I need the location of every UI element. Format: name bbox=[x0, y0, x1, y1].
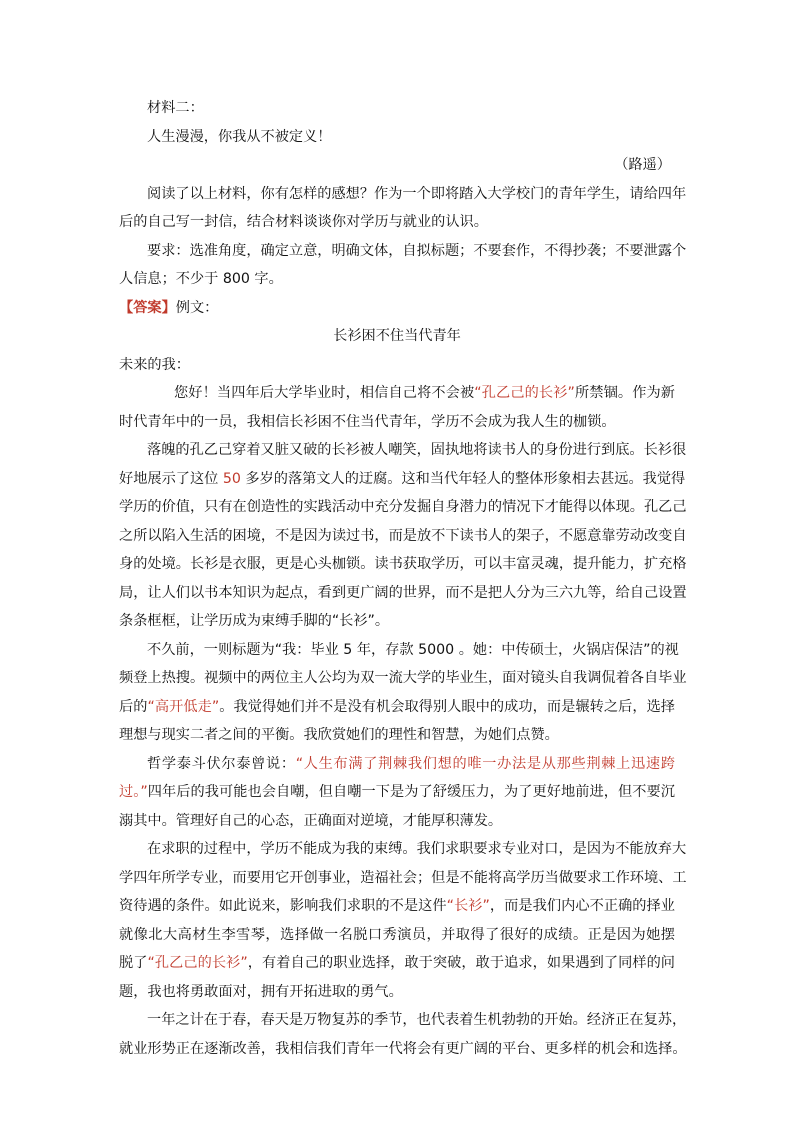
para3-line3: 后的“高开低走”。我觉得她们并不是没有机会取得别人眼中的成功，而是辗转之后，选择 bbox=[119, 698, 675, 715]
para2-line1: 落魄的孔乙己穿着又脏又破的长衫被人嘲笑，固执地将读书人的身份进行到底。长衫很 bbox=[147, 442, 687, 458]
para2-line7: 条条框框，让学历成为束缚手脚的“长衫”。 bbox=[119, 613, 390, 629]
quote-author: （路遥） bbox=[614, 157, 671, 173]
para5-line5: 脱了“孔乙己的长衫”，有着自己的职业选择，敢于突破，敢于追求，如果遇到了同样的问 bbox=[119, 955, 675, 971]
para3-line1: 不久前，一则标题为“我：毕业 5 年，存款 5000 。她：中传硕士，火锅店保洁”的视 bbox=[147, 641, 679, 658]
essay-title: 长衫困不住当代青年 bbox=[333, 328, 461, 344]
requirement-line-1: 要求：选准角度，确定立意，明确文体，自拟标题；不要套作，不得抄袭；不要泄露个 bbox=[147, 242, 687, 259]
para3-line2: 频登上热搜。视频中的两位主人公均为双一流大学的毕业生，面对镜头自我调侃着各自毕业 bbox=[119, 670, 687, 686]
answer-example-label: 例文： bbox=[175, 299, 219, 316]
para3-line4: 理想与现实二者之间的平衡。我欣赏她们的理性和智慧，为她们点赞。 bbox=[119, 727, 559, 743]
para5-line2: 学四年所学专业，而要用它开创事业，造福社会；但是不能将高学历当做要求工作环境、工 bbox=[119, 869, 687, 886]
requirement-line-2: 人信息；不少于 800 字。 bbox=[119, 271, 283, 287]
para2-line5: 身的处境。长衫是衣服，更是心头枷锁。读书获取学历，可以丰富灵魂，提升能力，扩充格 bbox=[119, 556, 687, 572]
essay-salutation: 未来的我： bbox=[119, 356, 190, 373]
answer-tag: 【答案】 bbox=[119, 299, 176, 316]
para5-line6: 题，我也将勇敢面对，拥有开拓进取的勇气。 bbox=[119, 983, 403, 1000]
para6-line1: 一年之计在于春，春天是万物复苏的季节，也代表着生机勃勃的开始。经济正在复苏， bbox=[147, 1012, 687, 1028]
para5-line1: 在求职的过程中，学历不能成为我的束缚。我们求职要求专业对口，是因为不能放弃大 bbox=[147, 841, 687, 857]
para4-line1: 哲学泰斗伏尔泰曾说：“人生布满了荆棘我们想的唯一办法是从那些荆棘上迅速跨 bbox=[147, 755, 675, 772]
para2-line6: 局，让人们以书本知识为起点，看到更广阔的世界，而不是把人分为三六九等，给自己设置 bbox=[119, 584, 687, 601]
answer-label bbox=[119, 294, 675, 323]
para2-line2: 好地展示了这位 50 多岁的落第文人的迂腐。这和当代年轻人的整体形象相去甚远。我觉得 bbox=[119, 470, 686, 487]
para1-line1: 您好！当四年后大学毕业时，相信自己将不会被“孔乙己的长衫”所禁锢。作为新 bbox=[174, 385, 675, 401]
material-heading: 材料二： bbox=[147, 100, 204, 116]
prompt-line-1: 阅读了以上材料，你有怎样的感想？作为一个即将踏入大学校门的青年学生，请给四年 bbox=[147, 185, 687, 202]
material-quote: 人生漫漫，你我从不被定义！ bbox=[147, 128, 332, 145]
para2-line3: 学历的价值，只有在创造性的实践活动中充分发掘自身潜力的情况下才能得以体现。孔乙己 bbox=[119, 499, 687, 515]
para1-line2: 时代青年中的一员，我相信长衫困不住当代青年，学历不会成为我人生的枷锁。 bbox=[119, 413, 616, 430]
para4-line3: 溺其中。管理好自己的心态，正确面对逆境，才能厚积薄发。 bbox=[119, 812, 503, 829]
para2-line4: 之所以陷入生活的困境，不是因为读过书，而是放不下读书人的架子，不愿意靠劳动改变自 bbox=[119, 527, 687, 544]
para5-line3: 资待遇的条件。如此说来，影响我们求职的不是这件“长衫”，而是我们内心不正确的择业 bbox=[119, 898, 675, 914]
para5-line4: 就像北大高材生李雪琴，选择做一名脱口秀演员，并取得了很好的成绩。正是因为她摆 bbox=[119, 926, 675, 943]
prompt-line-2: 后的自己写一封信，结合材料谈谈你对学历与就业的认识。 bbox=[119, 214, 488, 230]
document-body bbox=[119, 94, 687, 1063]
para4-line2: 过。”四年后的我可能也会自嘲，但自嘲一下是为了舒缓压力，为了更好地前进，但不要沉 bbox=[119, 784, 675, 800]
para6-line2: 就业形势正在逐渐改善，我相信我们青年一代将会有更广阔的平台、更多样的机会和选择。 bbox=[119, 1040, 687, 1057]
